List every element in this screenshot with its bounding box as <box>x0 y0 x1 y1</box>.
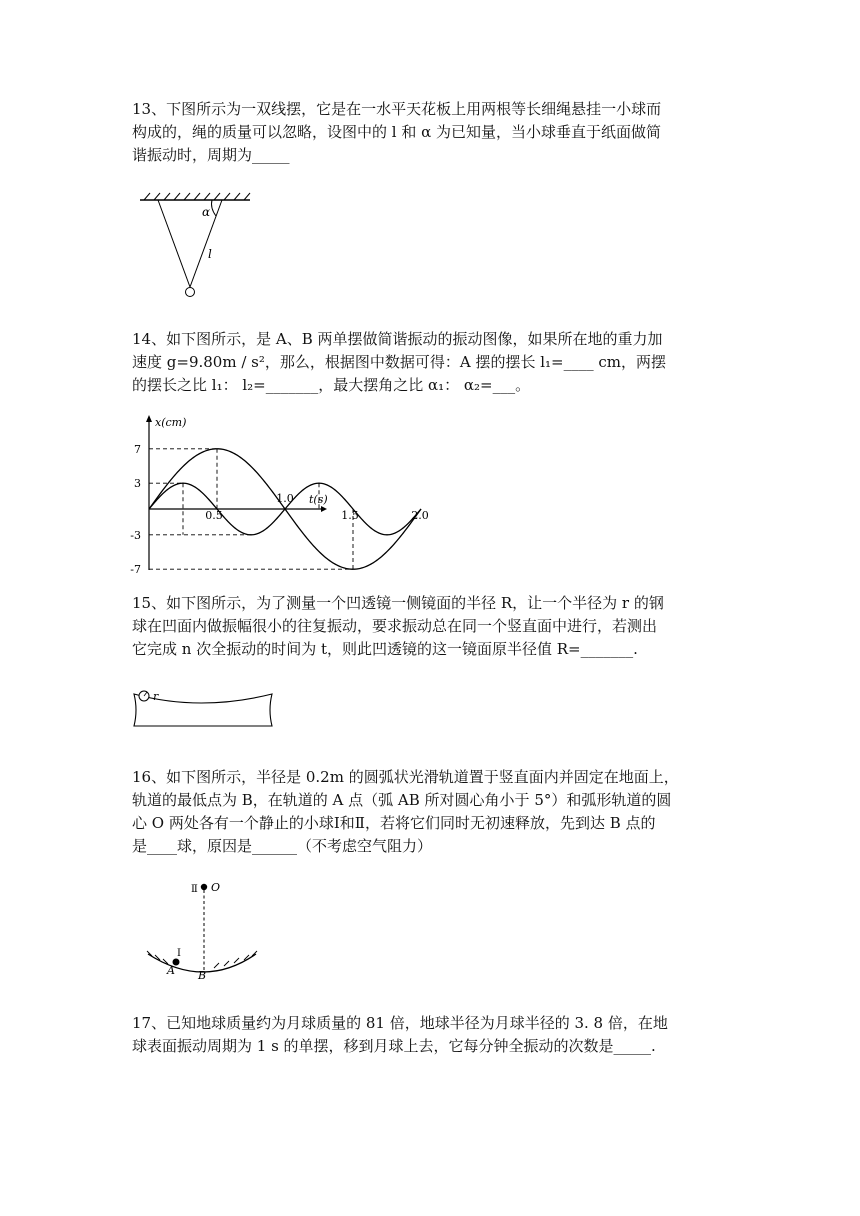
pendulum-ball <box>186 288 195 297</box>
figure-13-bifilar-pendulum <box>130 190 260 302</box>
question-13-line-3: 谐振动时，周期为_____ <box>132 146 290 164</box>
question-14-line-2: 速度 g=9.80m / s²，那么，根据图中数据可得：A 摆的摆长 l₁=____ cm，两摆 <box>132 353 667 371</box>
y-tick-7: 7 <box>134 442 141 456</box>
center-label: O <box>211 881 221 894</box>
point-a-label: A <box>167 964 175 977</box>
ball-top <box>201 884 207 890</box>
question-13-line-1: 13、下图所示为一双线摆，它是在一水平天花板上用两根等长细绳悬挂一小球而 <box>132 100 662 118</box>
x-axis-label: t(s) <box>309 493 328 506</box>
figure-16-arc-track <box>140 874 264 980</box>
question-15 <box>132 592 732 661</box>
question-17-line-1: 17、已知地球质量约为月球质量的 81 倍，地球半径为月球半径的 3. 8 倍，在地 <box>132 1014 668 1032</box>
question-16-line-1: 16、如下图所示，半径是 0.2m 的圆弧状光滑轨道置于竖直面内并固定在地面上， <box>132 768 679 786</box>
y-tick--3: -3 <box>130 528 141 542</box>
figure-14-vibration-graph <box>125 410 429 577</box>
question-15-line-3: 它完成 n 次全振动的时间为 t，则此凹透镜的这一镜面原半径值 R=_______. <box>132 640 638 658</box>
x-tick-2.0: 2.0 <box>411 509 429 522</box>
x-tick-1.0: 1.0 <box>276 492 294 505</box>
x-tick-0.5: 0.5 <box>205 509 223 522</box>
question-16-line-4: 是____球，原因是______（不考虑空气阻力） <box>132 837 433 855</box>
angle-arc <box>212 200 217 216</box>
question-17 <box>132 1012 732 1058</box>
question-14-line-1: 14、如下图所示，是 A、B 两单摆做简谐振动的振动图像，如果所在地的重力加 <box>132 330 663 348</box>
ball-top-label: Ⅱ <box>191 884 198 895</box>
question-16 <box>132 766 732 858</box>
question-14-line-3: 的摆长之比 l₁： l₂=_______，最大摆角之比 α₁： α₂=___。 <box>132 376 531 394</box>
ball-low-label: I <box>177 948 181 959</box>
question-13-line-2: 构成的，绳的质量可以忽略，设图中的 l 和 α 为已知量，当小球垂直于纸面做简 <box>132 123 662 141</box>
y-axis-arrow <box>146 415 152 422</box>
length-label: l <box>208 247 212 261</box>
y-tick-3: 3 <box>134 477 141 491</box>
question-14 <box>132 328 732 397</box>
question-13 <box>132 98 732 167</box>
ball-radius-label: r <box>153 690 159 703</box>
y-tick--7: -7 <box>130 563 141 577</box>
ceiling-hatch <box>144 193 250 200</box>
figure-15-concave-lens <box>130 686 280 732</box>
question-15-line-1: 15、如下图所示，为了测量一个凹透镜一侧镜面的半径 R，让一个半径为 r 的钢 <box>132 594 664 612</box>
point-b-label: B <box>198 969 207 982</box>
question-16-line-2: 轨道的最低点为 B，在轨道的 A 点（弧 AB 所对圆心角小于 5°）和弧形轨道的圆 <box>132 791 672 809</box>
angle-label: α <box>202 205 211 219</box>
question-17-line-2: 球表面振动周期为 1 s 的单摆，移到月球上去，它每分钟全振动的次数是_____. <box>132 1037 656 1055</box>
y-axis-label: x(cm) <box>155 416 187 429</box>
left-string <box>158 200 190 287</box>
question-16-line-3: 心 O 两处各有一个静止的小球Ⅰ和Ⅱ，若将它们同时无初速释放，先到达 B 点的 <box>132 814 656 832</box>
question-15-line-2: 球在凹面内做振幅很小的往复振动，要求振动总在同一个竖直面中进行，若测出 <box>132 617 658 635</box>
x-tick-1.5: 1.5 <box>341 509 359 522</box>
track-hatch <box>147 951 257 968</box>
x-axis-arrow <box>321 506 327 512</box>
